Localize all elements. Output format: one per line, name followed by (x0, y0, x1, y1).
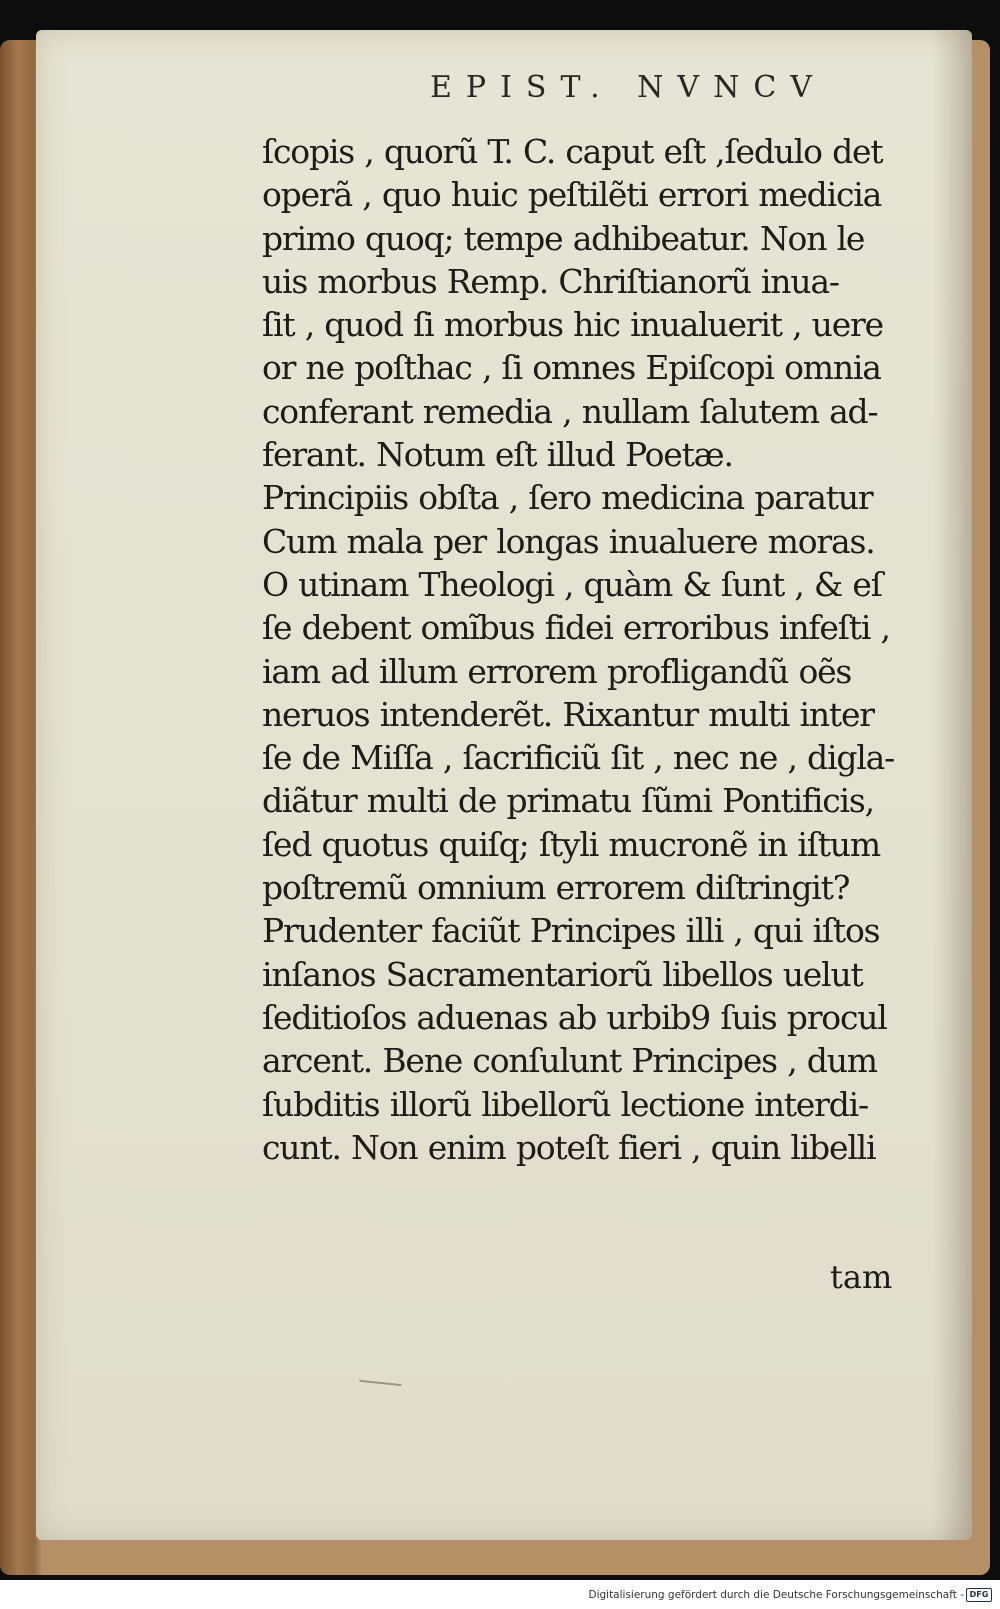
text-line: Prudenter faciũt Principes illi , qui iſtos (262, 911, 880, 951)
text-line: iam ad illum errorem profligandũ oẽs (262, 651, 852, 691)
running-head: EPIST. NVNCV (430, 70, 826, 105)
text-line: ferant. Notum eſt illud Poetæ. (262, 435, 733, 475)
dfg-logo-icon: DFG (966, 1588, 992, 1602)
text-line: ſubditis illorũ libellorũ lectione interdi- (262, 1084, 868, 1124)
text-line: arcent. Bene conſulunt Principes , dum (262, 1041, 877, 1081)
text-line: primo quoq; tempe adhibeatur. Non le (262, 218, 865, 258)
text-line: ſed quotus quiſq; ſtyli mucronẽ in iſtum (262, 824, 880, 864)
text-line: ſit , quod ſi morbus hic inualuerit , uere (262, 305, 883, 345)
text-line: operã , quo huic peſtilẽti errori medicia (262, 175, 882, 215)
text-block (262, 130, 942, 1169)
text-line: inſanos Sacramentariorũ libellos uelut (262, 954, 863, 994)
catchword: tam (830, 1258, 893, 1296)
text-line: or ne poſthac , ſi omnes Epiſcopi omnia (262, 348, 881, 388)
text-line: poſtremũ omnium errorem diſtringit? (262, 868, 850, 908)
text-line: ſe de Miſſa , ſacrificiũ ſit , nec ne , digla- (262, 738, 895, 778)
footer-credit: Digitalisierung gefördert durch die Deutsche Forschungsgemeinschaft - (588, 1589, 964, 1601)
text-line: diãtur multi de primatu ſũmi Pontificis, (262, 781, 874, 821)
text-line: Principiis obſta , ſero medicina paratur (262, 478, 873, 518)
text-line: uis morbus Remp. Chriſtianorũ inua- (262, 261, 839, 301)
text-line: O utinam Theologi , quàm & ſunt , & eſ (262, 564, 882, 604)
text-line: ſeditioſos aduenas ab urbib9 ſuis procul (262, 997, 887, 1037)
text-line: Cum mala per longas inualuere moras. (262, 521, 875, 561)
text-line: conferant remedia , nullam ſalutem ad- (262, 391, 878, 431)
text-line: cunt. Non enim poteſt fieri , quin libelli (262, 1127, 876, 1167)
text-line: neruos intenderẽt. Rixantur multi inter (262, 694, 874, 734)
text-line: ſe debent omĩbus fidei erroribus infeſti , (262, 608, 890, 648)
text-line: ſcopis , quorũ T. C. caput eſt ,ſedulo det (262, 132, 883, 171)
